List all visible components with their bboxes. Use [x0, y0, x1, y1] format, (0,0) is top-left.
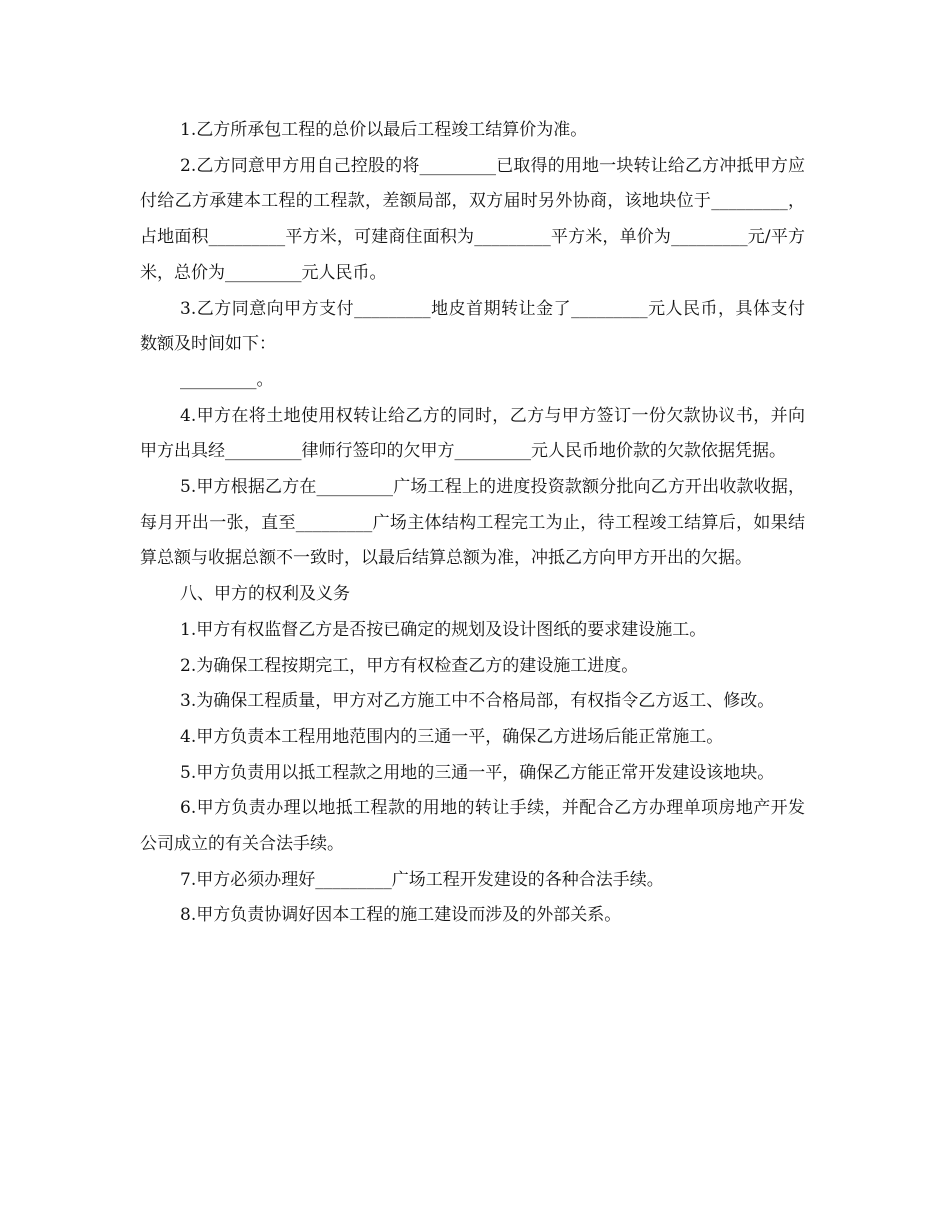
- paragraph-3: 3.乙方同意向甲方支付_________地皮首期转让金了_________元人民币，具体支付数额及时间如下：: [140, 298, 805, 355]
- paragraph-11: 5.甲方负责用以抵工程款之用地的三通一平，确保乙方能正常开发建设该地块。: [180, 762, 775, 783]
- paragraph-12: 6.甲方负责办理以地抵工程款的用地的转让手续，并配合乙方办理单项房地产开发公司成立的有关合法手续。: [140, 798, 805, 855]
- paragraph-7: 1.甲方有权监督乙方是否按已确定的规划及设计图纸的要求建设施工。: [180, 619, 707, 640]
- paragraph-14: 8.甲方负责协调好因本工程的施工建设而涉及的外部关系。: [180, 905, 622, 926]
- paragraph-13: 7.甲方必须办理好_________广场工程开发建设的各种合法手续。: [180, 869, 664, 890]
- paragraph-10: 4.甲方负责本工程用地范围内的三通一平，确保乙方进场后能正常施工。: [180, 726, 724, 747]
- paragraph-5: 4.甲方在将土地使用权转让给乙方的同时，乙方与甲方签订一份欠款协议书，并向甲方出具经_________律师行签印的欠甲方_________元人民币地价款的欠款依据凭据。: [140, 405, 805, 462]
- document-body: [140, 113, 805, 934]
- paragraph-1: 1.乙方所承包工程的总价以最后工程竣工结算价为准。: [180, 120, 588, 140]
- paragraph-9: 3.为确保工程质量，甲方对乙方施工中不合格局部，有权指令乙方返工、修改。: [180, 691, 775, 712]
- paragraph-4: _________。: [180, 369, 274, 390]
- paragraph-6: 5.甲方根据乙方在_________广场工程上的进度投资款额分批向乙方开出收款收据，每月开出一张，直至_________广场主体结构工程完工为止，待工程竣工结算后，如果结算总额与收据总额不一致时，以最后结算总额为准，冲抵乙方向甲方开出的欠据。: [140, 477, 805, 569]
- section-heading: 八、甲方的权利及义务: [180, 584, 350, 605]
- paragraph-2: 2.乙方同意甲方用自己控股的将_________已取得的用地一块转让给乙方冲抵甲方应付给乙方承建本工程的工程款，差额局部，双方届时另外协商，该地块位于_________，占地面积_________平方米，可建商住面积为_________平方米，单价为_________元/平方米，总价为_________元人民币。: [140, 155, 805, 283]
- paragraph-8: 2.为确保工程按期完工，甲方有权检查乙方的建设施工进度。: [180, 655, 639, 676]
